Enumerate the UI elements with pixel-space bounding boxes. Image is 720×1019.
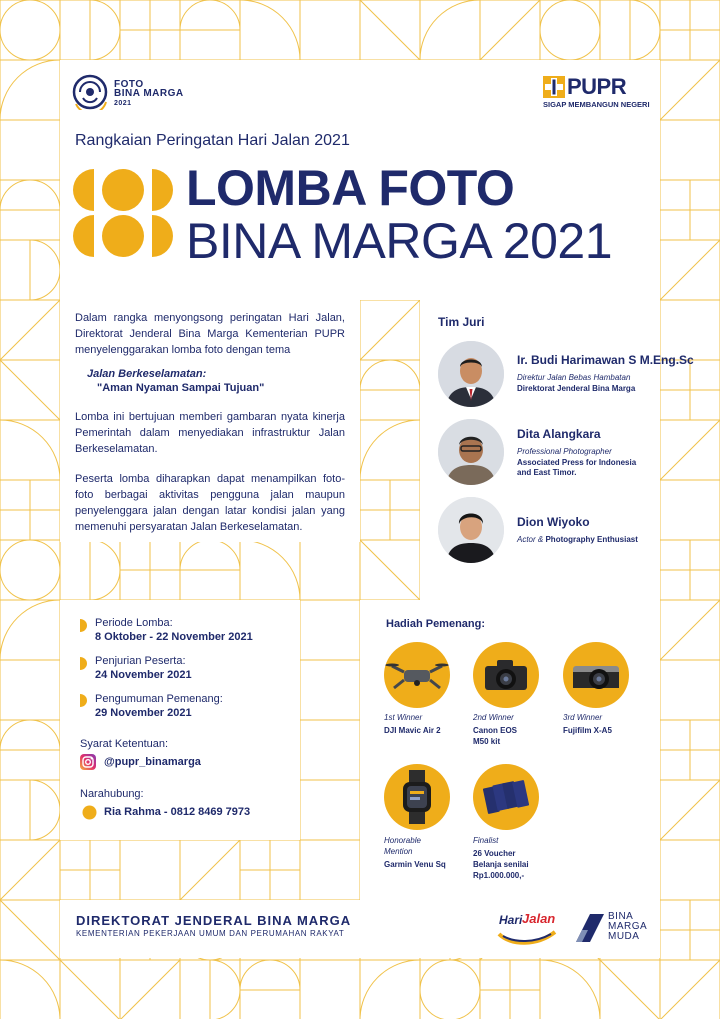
- jury-avatar-2: [438, 419, 504, 485]
- foto-logo-line3: 2021: [114, 100, 132, 107]
- periode-label: Periode Lomba:: [95, 617, 173, 629]
- jury-role-3-line: [517, 534, 638, 545]
- bina-marga-emblem-icon: [576, 914, 604, 942]
- foto-bina-marga-logo: [72, 74, 212, 110]
- jury-name-2: Dita Alangkara: [517, 427, 601, 441]
- hari-jalan-logo: [497, 910, 557, 948]
- pupr-logo: [543, 76, 653, 110]
- drone-icon: [384, 642, 450, 708]
- foto-logo-line2: BINA MARGA: [114, 88, 184, 99]
- camera-lens-logo-icon: [72, 74, 110, 110]
- bina-marga-muda-logo: [576, 912, 656, 948]
- bullet-marker-icon: [80, 694, 88, 707]
- prize-5-name-3: Rp1.000.000,-: [473, 871, 525, 880]
- foto-logo-line1: FOTO: [114, 79, 144, 90]
- jury-heading: Tim Juri: [438, 315, 485, 329]
- prize-2-rank: 2nd Winner: [473, 713, 514, 722]
- footer-title: DIREKTORAT JENDERAL BINA MARGA: [76, 913, 352, 928]
- prize-2-image: [473, 642, 539, 708]
- bullet-marker-icon: [80, 657, 88, 670]
- prize-5-name: 26 Voucher: [473, 849, 516, 858]
- jury-role-1: Direktur Jalan Bebas Hambatan: [517, 373, 631, 382]
- contact-dot-icon: [82, 805, 97, 820]
- prize-4-rank: Honorable: [384, 836, 421, 845]
- prize-3-image: [563, 642, 629, 708]
- jury-name-3: Dion Wiyoko: [517, 515, 590, 529]
- prize-4-name: Garmin Venu Sq: [384, 860, 446, 869]
- pupr-logo-tagline: SIGAP MEMBANGUN NEGERI: [543, 100, 650, 109]
- prize-4-image: [384, 764, 450, 830]
- instagram-icon[interactable]: [80, 754, 96, 770]
- main-title-line2: BINA MARGA 2021: [186, 213, 613, 269]
- pupr-emblem-icon: [543, 76, 565, 98]
- pupr-logo-name: PUPR: [567, 74, 627, 99]
- theme-label: Jalan Berkeselamatan:: [87, 368, 207, 380]
- penjurian-value: 24 November 2021: [95, 669, 192, 681]
- intro-paragraph-1: Dalam rangka menyongsong peringatan Hari Jalan, Direktorat Jenderal Bina Marga Kementerian PUPR menyelenggarakan lomba foto dengan tema: [75, 312, 345, 356]
- jury-avatar-1: [438, 341, 504, 407]
- narahubung-label: Narahubung:: [80, 788, 144, 800]
- jury-org-2: Associated Press for Indonesia: [517, 458, 637, 467]
- bina-marga-line1: BINA: [608, 911, 634, 922]
- jury-name-1: Ir. Budi Harimawan S M.Eng.Sc: [517, 353, 694, 367]
- camera-icon: [563, 642, 629, 708]
- jury-avatar-3: [438, 497, 504, 563]
- penjurian-label: Penjurian Peserta:: [95, 655, 186, 667]
- periode-value: 8 Oktober - 22 November 2021: [95, 631, 253, 643]
- jury-org-3: Photography Enthusiast: [545, 535, 638, 544]
- title-decoration-icon: [73, 167, 173, 259]
- hari-jalan-word1: Hari: [499, 913, 523, 927]
- person-portrait-icon: [438, 497, 504, 563]
- voucher-icon: [473, 764, 539, 830]
- jury-role-3: Actor &: [517, 535, 544, 544]
- bina-marga-line3: MUDA: [608, 931, 640, 942]
- intro-paragraph-2: Lomba ini bertujuan memberi gambaran nyata kinerja Pemerintah dalam menyediakan infrastruktur Jalan Berkeselamatan.: [75, 411, 345, 455]
- pengumuman-label: Pengumuman Pemenang:: [95, 693, 223, 705]
- contact-value[interactable]: Ria Rahma - 0812 8469 7973: [104, 806, 251, 818]
- prizes-heading: Hadiah Pemenang:: [386, 618, 486, 630]
- camera-icon: [473, 642, 539, 708]
- jury-org-1: Direktorat Jenderal Bina Marga: [517, 384, 636, 393]
- intro-paragraph-3: Peserta lomba diharapkan dapat menampilkan foto-foto berbagai aktivitas pengguna jalan maupun penyelenggara jalan dengan latar kondisi jalan yang memenuhi persyaratan Jalan Berkeselamatan.: [75, 473, 345, 533]
- prize-1-image: [384, 642, 450, 708]
- syarat-label: Syarat Ketentuan:: [80, 738, 169, 750]
- theme-quote: "Aman Nyaman Sampai Tujuan": [97, 382, 265, 394]
- prize-5-name-2: Belanja senilai: [473, 860, 529, 869]
- main-title-line1: LOMBA FOTO: [186, 160, 515, 216]
- person-portrait-icon: [438, 419, 504, 485]
- prize-2-name-2: M50 kit: [473, 737, 501, 746]
- watch-icon: [384, 764, 450, 830]
- footer-subtitle: KEMENTERIAN PEKERJAAN UMUM DAN PERUMAHAN RAKYAT: [76, 929, 345, 938]
- pengumuman-value: 29 November 2021: [95, 707, 192, 719]
- prize-4-rank-2: Mention: [384, 847, 413, 856]
- prize-1-rank: 1st Winner: [384, 713, 423, 722]
- bullet-marker-icon: [80, 619, 88, 632]
- person-portrait-icon: [438, 341, 504, 407]
- jury-role-2: Professional Photographer: [517, 447, 612, 456]
- hari-jalan-word2: Jalan: [522, 911, 556, 926]
- prize-3-name: Fujifilm X-A5: [563, 726, 612, 735]
- prize-5-image: [473, 764, 539, 830]
- prize-3-rank: 3rd Winner: [563, 713, 603, 722]
- event-subtitle: Rangkaian Peringatan Hari Jalan 2021: [75, 132, 350, 149]
- prize-2-name: Canon EOS: [473, 726, 518, 735]
- instagram-handle[interactable]: @pupr_binamarga: [104, 756, 201, 768]
- prize-5-rank: Finalist: [473, 836, 499, 845]
- jury-org-2b: and East Timor.: [517, 468, 577, 477]
- prize-1-name: DJI Mavic Air 2: [384, 726, 441, 735]
- bina-marga-line2: MARGA: [608, 921, 648, 932]
